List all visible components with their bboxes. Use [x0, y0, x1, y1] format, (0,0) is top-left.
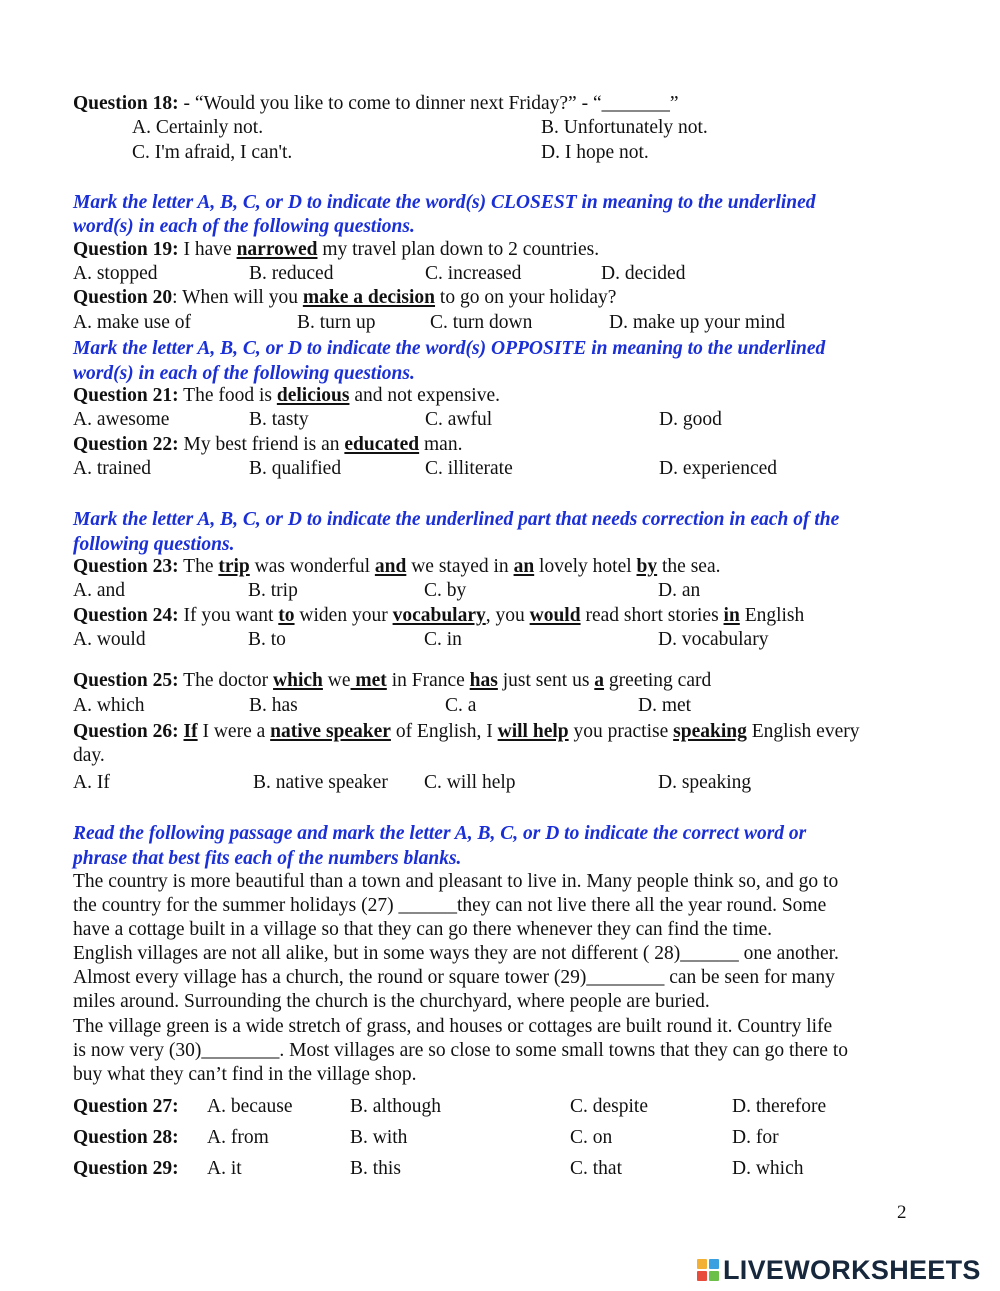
passage-line: The village green is a wide stretch of grass, and houses or cottages are built round it. Country life: [73, 1016, 833, 1037]
question-18-stem: Question 18: - “Would you like to come to dinner next Friday?” - “_______”: [73, 93, 679, 114]
question-23-stem: Question 23: The trip was wonderful and we stayed in an lovely hotel by the sea.: [73, 556, 721, 577]
q24-option-b[interactable]: B. to: [248, 629, 286, 650]
question-27-label: Question 27:: [73, 1096, 179, 1117]
underlined-part: native speaker: [270, 721, 391, 742]
q21-option-d[interactable]: D. good: [659, 409, 722, 430]
q20-option-b[interactable]: B. turn up: [297, 312, 376, 333]
q22-option-a[interactable]: A. trained: [73, 458, 151, 479]
q29-option-c[interactable]: C. that: [570, 1158, 622, 1179]
q24-option-c[interactable]: C. in: [424, 629, 462, 650]
q25-option-b[interactable]: B. has: [249, 695, 298, 716]
q20-option-a[interactable]: A. make use of: [73, 312, 192, 333]
underlined-part: by: [636, 556, 658, 577]
underlined-part: If: [183, 721, 198, 742]
instruction-opposite-line2: word(s) in each of the following questions.: [73, 363, 415, 384]
underlined-part: speaking: [673, 721, 747, 742]
passage-line: the country for the summer holidays (27) ______they can not live there all the year round. Some: [73, 895, 827, 916]
question-26-stem: Question 26: If I were a native speaker of English, I will help you practise speaking English every: [73, 721, 860, 742]
q19-option-c[interactable]: C. increased: [425, 263, 522, 284]
q21-option-a[interactable]: A. awesome: [73, 409, 170, 430]
q23-option-d[interactable]: D. an: [658, 580, 701, 601]
q29-option-d[interactable]: D. which: [732, 1158, 804, 1179]
q27-option-b[interactable]: B. although: [350, 1096, 441, 1117]
underlined-part: trip: [218, 556, 250, 577]
passage-line: miles around. Surrounding the church is the churchyard, where people are buried.: [73, 991, 710, 1012]
q29-option-b[interactable]: B. this: [350, 1158, 401, 1179]
question-24-stem: Question 24: If you want to widen your vocabulary, you would read short stories in English: [73, 605, 805, 626]
q26-option-b[interactable]: B. native speaker: [253, 772, 388, 793]
question-19-stem: Question 19: I have narrowed my travel plan down to 2 countries.: [73, 239, 600, 260]
underlined-part: in: [723, 605, 740, 626]
underlined-part: vocabulary: [392, 605, 486, 626]
question-28-label: Question 28:: [73, 1127, 179, 1148]
question-26-stem-continued: day.: [73, 745, 105, 766]
q22-option-d[interactable]: D. experienced: [659, 458, 778, 479]
underlined-part: to: [278, 605, 295, 626]
q27-option-a[interactable]: A. because: [207, 1096, 293, 1117]
underlined-part: would: [529, 605, 581, 626]
q26-option-d[interactable]: D. speaking: [658, 772, 752, 793]
instruction-correction-line1: Mark the letter A, B, C, or D to indicate the underlined part that needs correction in each of the: [73, 509, 840, 530]
q28-option-a[interactable]: A. from: [207, 1127, 269, 1148]
q23-option-b[interactable]: B. trip: [248, 580, 298, 601]
underlined-part: will help: [497, 721, 569, 742]
underlined-part: has: [469, 670, 498, 691]
question-label: Question 18:: [73, 93, 179, 114]
q28-option-d[interactable]: D. for: [732, 1127, 779, 1148]
q19-option-a[interactable]: A. stopped: [73, 263, 158, 284]
underlined-part: a: [594, 670, 605, 691]
q27-option-c[interactable]: C. despite: [570, 1096, 648, 1117]
underlined-word: delicious: [276, 385, 350, 406]
question-25-stem: Question 25: The doctor which we met in France has just sent us a greeting card: [73, 670, 712, 691]
passage-line: The country is more beautiful than a town and pleasant to live in. Many people think so, and go to: [73, 871, 839, 892]
q23-option-c[interactable]: C. by: [424, 580, 467, 601]
underlined-part: which: [273, 670, 323, 691]
question-20-stem: Question 20: When will you make a decision to go on your holiday?: [73, 287, 617, 308]
q18-option-c[interactable]: C. I'm afraid, I can't.: [132, 142, 293, 163]
logo-blocks-icon: [697, 1259, 719, 1281]
question-29-label: Question 29:: [73, 1158, 179, 1179]
q18-option-d[interactable]: D. I hope not.: [541, 142, 649, 163]
passage-line: is now very (30)________. Most villages are so close to some small towns that they can go there to: [73, 1040, 848, 1061]
passage-line: have a cottage built in a village so that they can go there whenever they can find the time.: [73, 919, 773, 940]
q27-option-d[interactable]: D. therefore: [732, 1096, 827, 1117]
underlined-part: an: [513, 556, 535, 577]
q22-option-c[interactable]: C. illiterate: [425, 458, 513, 479]
q25-option-c[interactable]: C. a: [445, 695, 477, 716]
q28-option-c[interactable]: C. on: [570, 1127, 613, 1148]
page-number: 2: [897, 1202, 907, 1223]
instruction-correction-line2: following questions.: [73, 534, 235, 555]
q19-option-d[interactable]: D. decided: [601, 263, 686, 284]
q23-option-a[interactable]: A. and: [73, 580, 125, 601]
q20-option-d[interactable]: D. make up your mind: [609, 312, 786, 333]
q26-option-a[interactable]: A. If: [73, 772, 110, 793]
underlined-word: narrowed: [236, 239, 318, 260]
q21-option-c[interactable]: C. awful: [425, 409, 493, 430]
logo-text: LIVEWORKSHEETS: [723, 1254, 981, 1285]
instruction-passage-line2: phrase that best fits each of the numbers blanks.: [73, 848, 462, 869]
question-22-stem: Question 22: My best friend is an educated man.: [73, 434, 463, 455]
q21-option-b[interactable]: B. tasty: [249, 409, 309, 430]
underlined-part: met: [350, 670, 387, 691]
instruction-closest-line1: Mark the letter A, B, C, or D to indicate the word(s) CLOSEST in meaning to the underlined: [73, 192, 816, 213]
underlined-word: make a decision: [302, 287, 436, 308]
q25-option-d[interactable]: D. met: [638, 695, 692, 716]
passage-line: English villages are not all alike, but in some ways they are not different ( 28)______ one another.: [73, 943, 839, 964]
instruction-closest-line2: word(s) in each of the following questions.: [73, 216, 415, 237]
instruction-passage-line1: Read the following passage and mark the letter A, B, C, or D to indicate the correct word or: [73, 823, 807, 844]
passage-line: Almost every village has a church, the round or square tower (29)________ can be seen for many: [73, 967, 835, 988]
underlined-part: and: [374, 556, 407, 577]
q24-option-a[interactable]: A. would: [73, 629, 146, 650]
q18-option-b[interactable]: B. Unfortunately not.: [541, 117, 708, 138]
q25-option-a[interactable]: A. which: [73, 695, 145, 716]
question-21-stem: Question 21: The food is delicious and not expensive.: [73, 385, 500, 406]
underlined-word: educated: [344, 434, 420, 455]
q20-option-c[interactable]: C. turn down: [430, 312, 533, 333]
q24-option-d[interactable]: D. vocabulary: [658, 629, 769, 650]
q26-option-c[interactable]: C. will help: [424, 772, 516, 793]
q18-option-a[interactable]: A. Certainly not.: [132, 117, 264, 138]
q19-option-b[interactable]: B. reduced: [249, 263, 334, 284]
q29-option-a[interactable]: A. it: [207, 1158, 242, 1179]
q22-option-b[interactable]: B. qualified: [249, 458, 342, 479]
q28-option-b[interactable]: B. with: [350, 1127, 408, 1148]
liveworksheets-logo[interactable]: [697, 1255, 981, 1285]
instruction-opposite-line1: Mark the letter A, B, C, or D to indicate the word(s) OPPOSITE in meaning to the underlined: [73, 338, 826, 359]
passage-line: buy what they can’t find in the village shop.: [73, 1064, 417, 1085]
